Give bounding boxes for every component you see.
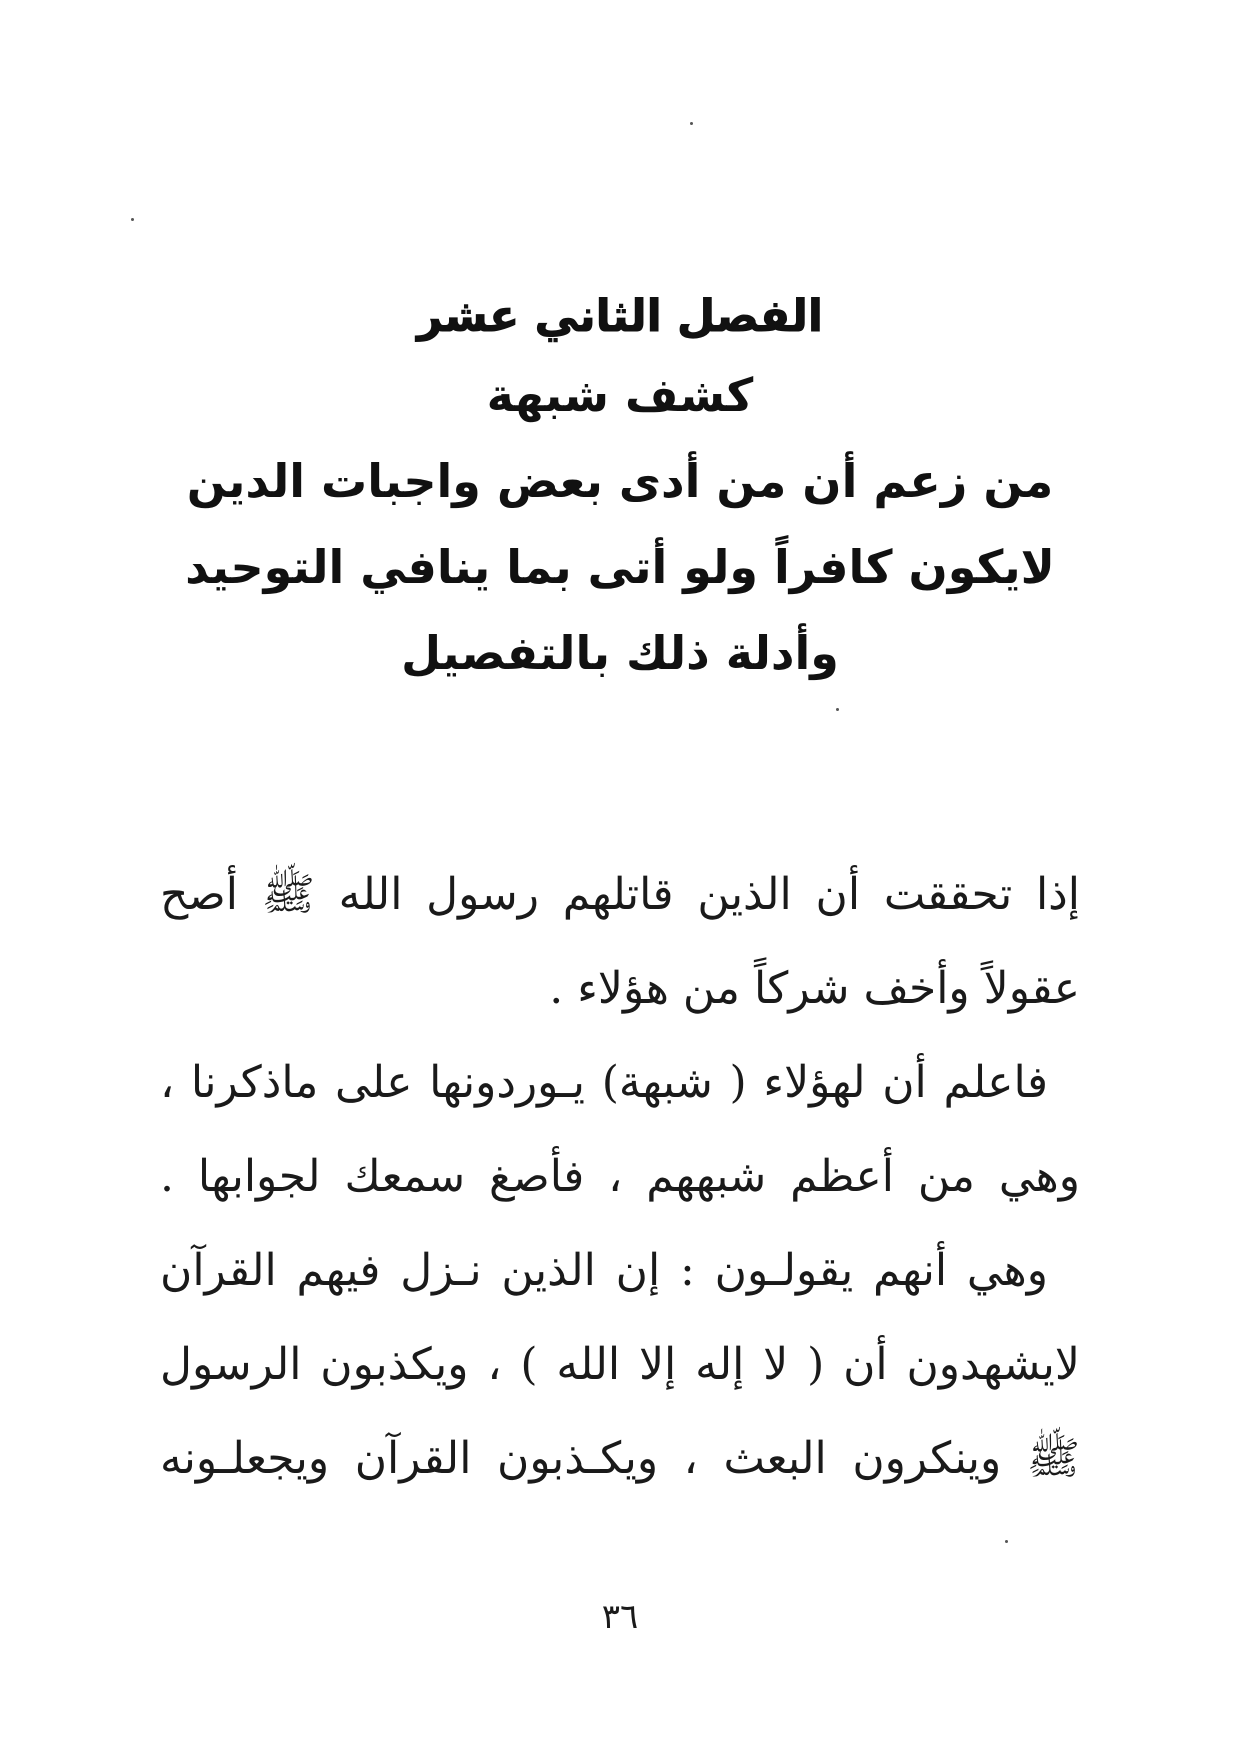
page-number: ٣٦ (601, 1597, 639, 1637)
body-line: لايشهدون أن ( لا إله إلا الله ) ، ويكذبون الرسول (160, 1339, 1080, 1390)
body-line: وهي أنهم يقولـون : إن الذين نـزل فيهم القرآن (160, 1245, 1048, 1296)
scan-speck (836, 708, 839, 711)
scan-speck (131, 218, 134, 221)
body-line: عقولاً وأخف شركاً من هؤلاء . (549, 963, 1080, 1014)
chapter-subtitle-line: من زعم أن من أدى بعض واجبات الدين (186, 454, 1054, 508)
body-text (160, 848, 1080, 1506)
chapter-subtitle-line: وأدلة ذلك بالتفصيل (401, 626, 839, 680)
scan-speck (690, 122, 693, 125)
chapter-title: الفصل الثاني عشر (417, 291, 823, 342)
chapter-subtitle: كشف شبهة (486, 368, 754, 422)
scan-speck (1005, 1540, 1008, 1543)
chapter-heading (170, 282, 1070, 696)
body-line: ﷺ وينكرون البعث ، ويكـذبون القرآن ويجعلـونه (160, 1433, 1080, 1484)
body-line: إذا تحققت أن الذين قاتلهم رسول الله ﷺ أصح (160, 869, 1080, 920)
chapter-subtitle-line: لايكون كافراً ولو أتى بما ينافي التوحيد (185, 540, 1055, 594)
body-line: فاعلم أن لهؤلاء ( شبهة) يـوردونها على ماذكرنا ، (160, 1057, 1048, 1108)
body-line: وهي من أعظم شبههم ، فأصغ سمعك لجوابها . (160, 1151, 1080, 1202)
